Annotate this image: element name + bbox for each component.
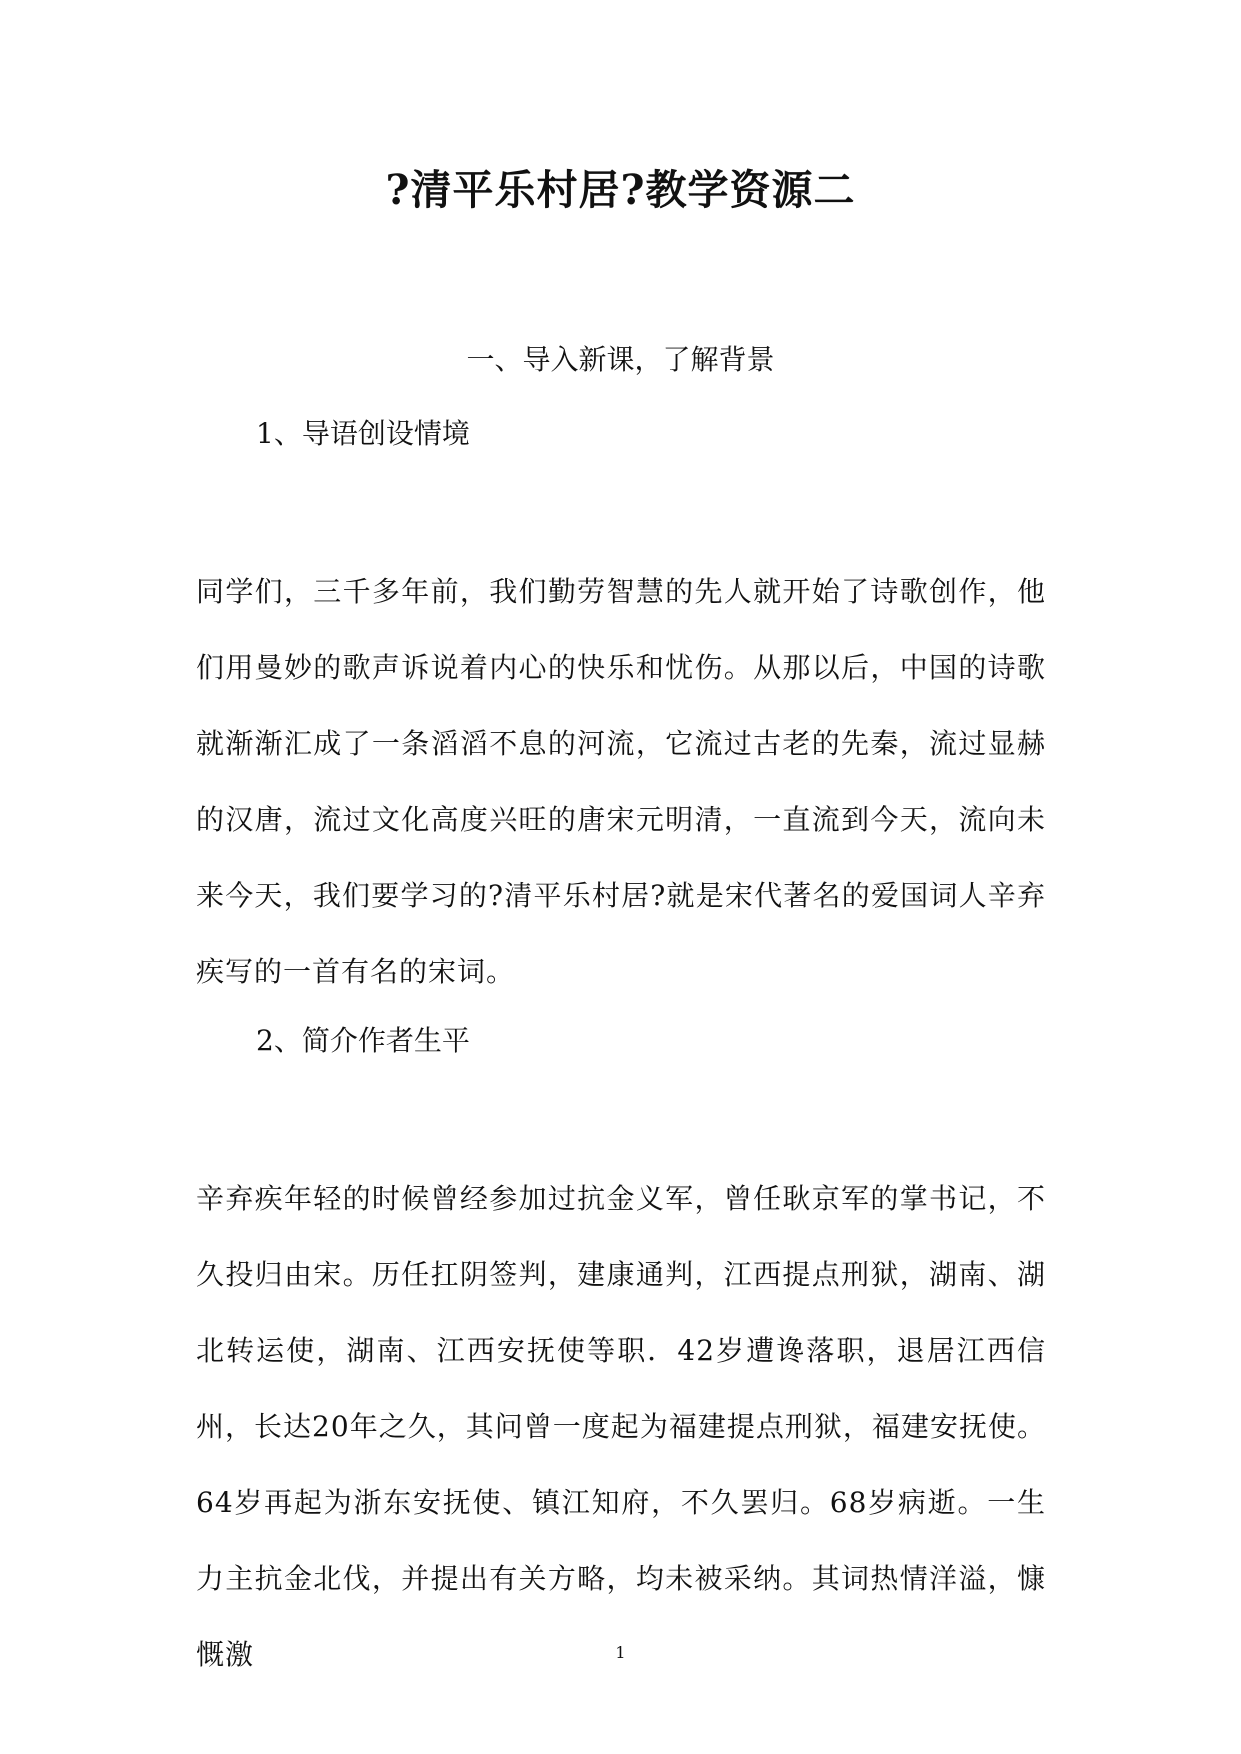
paragraph-author-bio: 辛弃疾年轻的时候曾经参加过抗金义军，曾任耿京军的掌书记，不久投归由宋。历任扛阴签判，建康通判，江西提点刑狱，湖南、湖北转运使，湖南、江西安抚使等职．42岁遭谗落职，退居江西信州，长达20年之久，其问曾一度起为福建提点刑狱，福建安抚使。64岁再起为浙东安抚使、镇江知府，不久罢归。68岁病逝。一生力主抗金北伐，并提出有关方略，均未被采纳。其词热情洋溢，慷慨激 — [196, 1182, 1046, 1671]
document-title: ?清平乐村居?教学资源二 — [385, 166, 856, 214]
subheading-author-bio: 2、简介作者生平 — [256, 1024, 470, 1057]
page-number: 1 — [615, 1643, 626, 1662]
paragraph-introduction: 同学们，三千多年前，我们勤劳智慧的先人就开始了诗歌创作，他们用曼妙的歌声诉说着内心的快乐和忧伤。从那以后，中国的诗歌就渐渐汇成了一条滔滔不息的河流，它流过古老的先秦，流过显赫的汉唐，流过文化高度兴旺的唐宋元明清，一直流到今天，流向未来今天，我们要学习的?清平乐村居?就是宋代著名的爱国词人辛弃疾写的一首有名的宋词。 — [196, 575, 1046, 988]
section-heading: 一、导入新课，了解背景 — [466, 343, 775, 376]
subheading-introduction: 1、导语创设情境 — [256, 417, 470, 450]
